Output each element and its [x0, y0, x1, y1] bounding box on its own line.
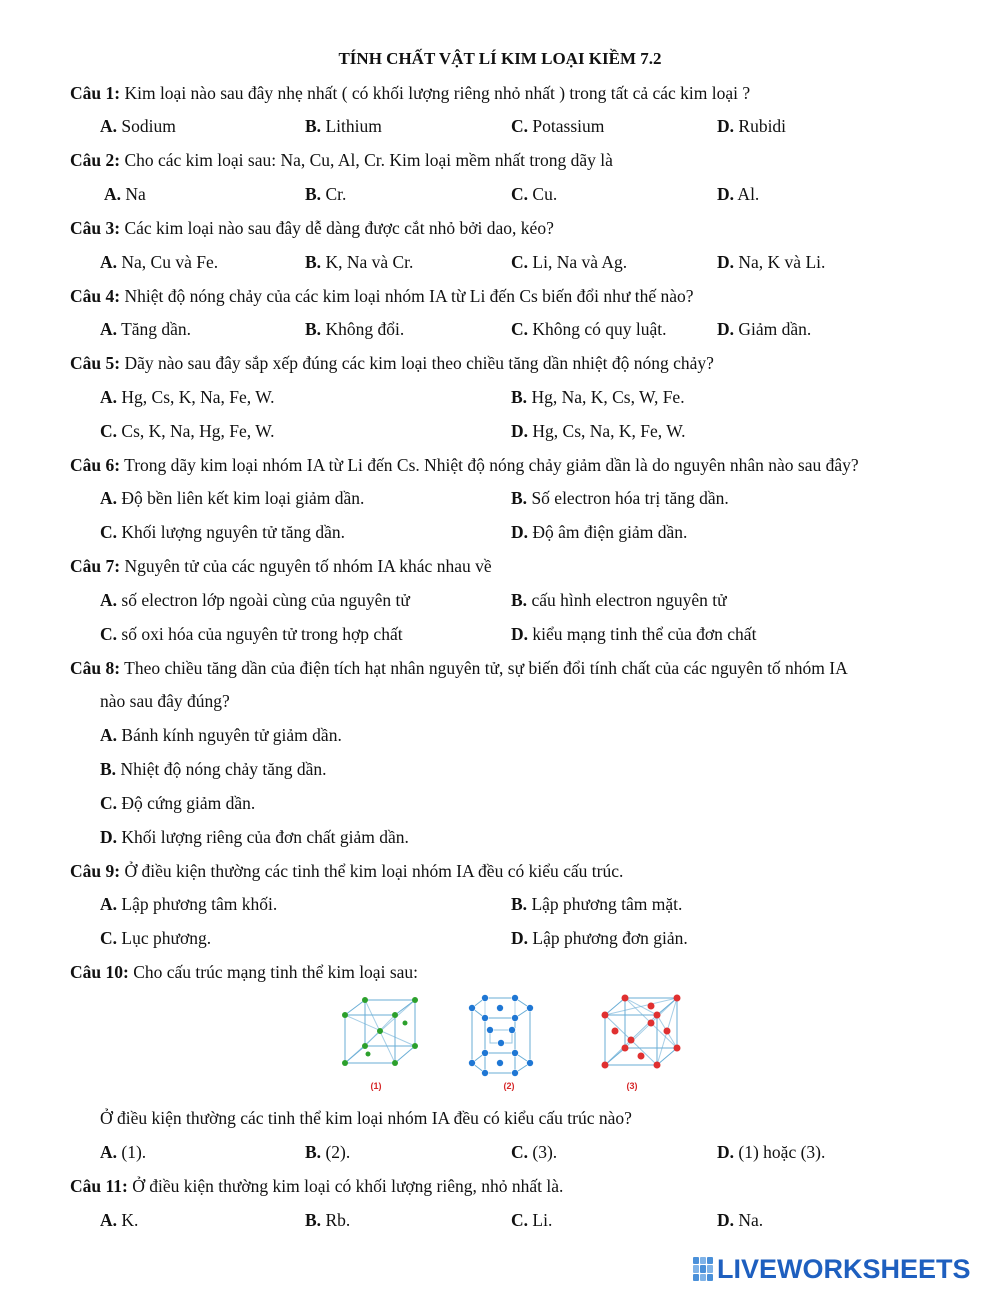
q8-option-c[interactable]: C. Độ cứng giảm dần.: [100, 793, 256, 813]
q6-option-d[interactable]: D. Độ âm điện giảm dần.: [511, 522, 688, 542]
crystal-lattice-figure: [330, 988, 700, 1092]
q9-option-c[interactable]: C. Lục phương.: [100, 928, 212, 948]
q1-option-b[interactable]: B. Lithium: [305, 116, 382, 136]
question-10-prompt: Ở điều kiện thường các tinh thể kim loại nhóm IA đều có kiểu cấu trúc nào?: [100, 1108, 632, 1128]
question-5: Câu 5: Dãy nào sau đây sắp xếp đúng các kim loại theo chiều tăng dần nhiệt độ nóng chảy?: [70, 353, 714, 373]
liveworksheets-logo[interactable]: [693, 1254, 971, 1284]
q7-option-a[interactable]: A. số electron lớp ngoài cùng của nguyên tử: [100, 590, 410, 610]
figure-label-1: (1): [370, 1081, 382, 1091]
liveworksheets-logo-text: LIVEWORKSHEETS: [717, 1253, 971, 1284]
question-10: Câu 10: Cho cấu trúc mạng tinh thể kim loại sau:: [70, 962, 419, 982]
question-number: Câu 1:: [70, 83, 121, 103]
figure-label-3: (3): [626, 1081, 638, 1091]
question-9: Câu 9: Ở điều kiện thường các tinh thể kim loại nhóm IA đều có kiểu cấu trúc.: [70, 861, 624, 881]
q7-option-c[interactable]: C. số oxi hóa của nguyên tử trong hợp chất: [100, 624, 403, 644]
q10-option-b[interactable]: B. (2).: [305, 1142, 351, 1162]
q7-option-d[interactable]: D. kiểu mạng tinh thể của đơn chất: [511, 624, 757, 644]
figure-label-2: (2): [503, 1081, 515, 1091]
question-1: [70, 82, 750, 104]
q6-option-b[interactable]: B. Số electron hóa trị tăng dần.: [511, 488, 729, 508]
q8-option-d[interactable]: D. Khối lượng riêng của đơn chất giảm dần.: [100, 827, 409, 847]
q2-option-c[interactable]: C. Cu.: [511, 184, 558, 204]
q7-option-b[interactable]: B. cấu hình electron nguyên tử: [511, 590, 727, 610]
liveworksheets-logo-icon: [693, 1257, 713, 1281]
q10-option-a[interactable]: A. (1).: [100, 1142, 147, 1162]
q4-option-c[interactable]: C. Không có quy luật.: [511, 319, 667, 339]
q8-option-b[interactable]: B. Nhiệt độ nóng chảy tăng dần.: [100, 759, 327, 779]
question-4: Câu 4: Nhiệt độ nóng chảy của các kim loại nhóm IA từ Li đến Cs biến đổi như thế nào?: [70, 286, 694, 306]
q11-option-d[interactable]: D. Na.: [717, 1210, 764, 1230]
q2-option-b[interactable]: B. Cr.: [305, 184, 347, 204]
question-3: Câu 3: Các kim loại nào sau đây dễ dàng được cắt nhỏ bởi dao, kéo?: [70, 218, 554, 238]
q9-option-d[interactable]: D. Lập phương đơn giản.: [511, 928, 688, 948]
q2-option-d[interactable]: D. Al.: [717, 184, 760, 204]
question-2: Câu 2: Cho các kim loại sau: Na, Cu, Al, Cr. Kim loại mềm nhất trong dãy là: [70, 150, 613, 170]
q1-option-c[interactable]: C. Potassium: [511, 116, 605, 136]
question-7: Câu 7: Nguyên tử của các nguyên tố nhóm IA khác nhau về: [70, 556, 492, 576]
q4-option-d[interactable]: D. Giảm dần.: [717, 319, 812, 339]
page-title: TÍNH CHẤT VẬT LÍ KIM LOẠI KIỀM 7.2: [338, 49, 662, 68]
q4-option-b[interactable]: B. Không đổi.: [305, 319, 405, 339]
q10-option-d[interactable]: D. (1) hoặc (3).: [717, 1142, 826, 1162]
q3-option-a[interactable]: A. Na, Cu và Fe.: [100, 252, 219, 272]
q5-option-b[interactable]: B. Hg, Na, K, Cs, W, Fe.: [511, 387, 685, 407]
q6-option-a[interactable]: A. Độ bền liên kết kim loại giảm dần.: [100, 488, 365, 508]
q9-option-b[interactable]: B. Lập phương tâm mặt.: [511, 894, 683, 914]
q5-option-a[interactable]: A. Hg, Cs, K, Na, Fe, W.: [100, 387, 275, 407]
q5-option-d[interactable]: D. Hg, Cs, Na, K, Fe, W.: [511, 421, 686, 441]
q1-option-a[interactable]: A. Sodium: [100, 116, 176, 136]
q11-option-c[interactable]: C. Li.: [511, 1210, 553, 1230]
question-6: Câu 6: Trong dãy kim loại nhóm IA từ Li đến Cs. Nhiệt độ nóng chảy giảm dần là do nguyên nhân nào sau đây?: [70, 455, 859, 475]
question-8-continued: nào sau đây đúng?: [100, 691, 230, 711]
q10-option-c[interactable]: C. (3).: [511, 1142, 558, 1162]
q2-option-a[interactable]: A. Na: [104, 184, 146, 204]
q3-option-c[interactable]: C. Li, Na và Ag.: [511, 252, 628, 272]
q4-option-a[interactable]: A. Tăng dần.: [100, 319, 192, 339]
q6-option-c[interactable]: C. Khối lượng nguyên tử tăng dần.: [100, 522, 346, 542]
q1-option-d[interactable]: D. Rubidi: [717, 116, 787, 136]
question-text: Kim loại nào sau đây nhẹ nhất ( có khối lượng riêng nhỏ nhất ) trong tất cả các kim loại ?: [120, 83, 751, 103]
q11-option-a[interactable]: A. K.: [100, 1210, 139, 1230]
q11-option-b[interactable]: B. Rb.: [305, 1210, 351, 1230]
q9-option-a[interactable]: A. Lập phương tâm khối.: [100, 894, 278, 914]
q8-option-a[interactable]: A. Bánh kính nguyên tử giảm dần.: [100, 725, 342, 745]
question-8: Câu 8: Theo chiều tăng dần của điện tích hạt nhân nguyên tử, sự biến đổi tính chất của các nguyên tố nhóm IA: [70, 658, 848, 678]
q3-option-d[interactable]: D. Na, K và Li.: [717, 252, 826, 272]
q5-option-c[interactable]: C. Cs, K, Na, Hg, Fe, W.: [100, 421, 275, 441]
question-11: Câu 11: Ở điều kiện thường kim loại có khối lượng riêng, nhỏ nhất là.: [70, 1176, 564, 1196]
q3-option-b[interactable]: B. K, Na và Cr.: [305, 252, 414, 272]
